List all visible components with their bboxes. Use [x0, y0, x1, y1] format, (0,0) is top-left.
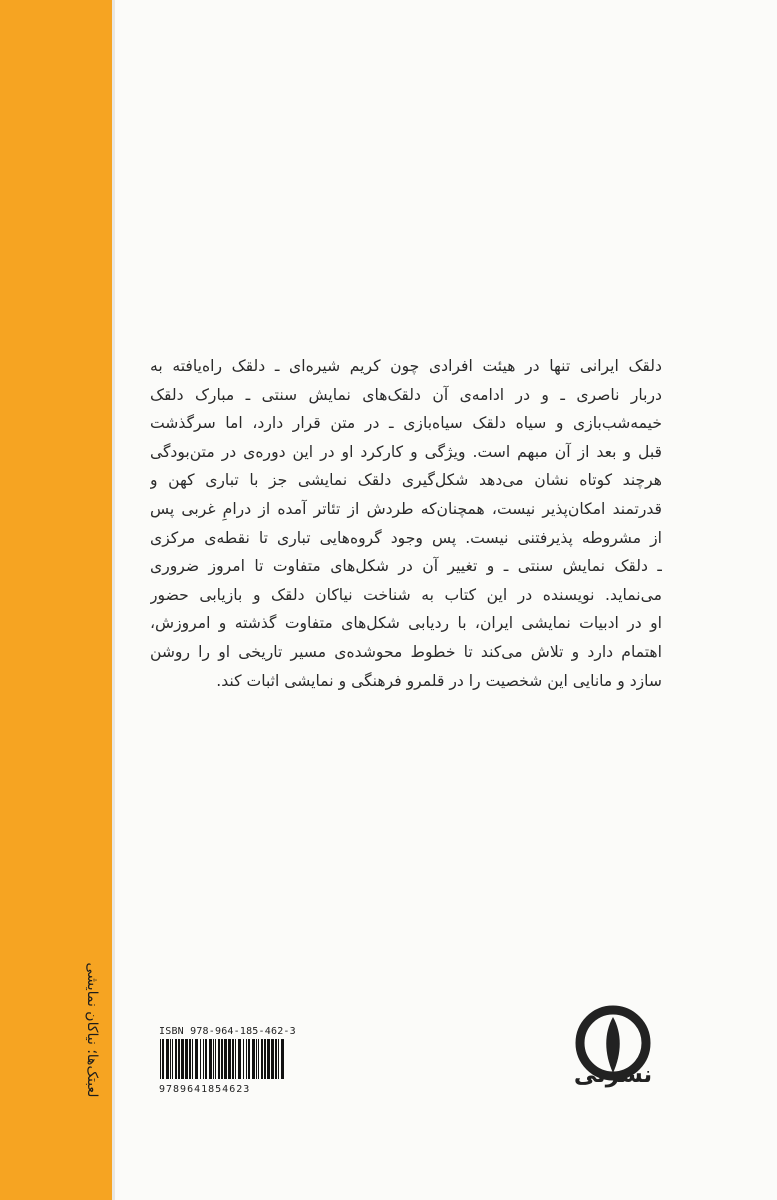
- blurb-line: می‌نماید. نویسنده در این کتاب به شناخت نیاکان دلقک و بازیابی حضور: [150, 585, 662, 604]
- publisher-name: نشرنی: [573, 1062, 653, 1088]
- blurb-line: دربار ناصری ـ و در ادامه‌ی آن دلقک‌های نمایش سنتی ـ مبارک دلقک: [150, 385, 662, 404]
- blurb-line: او در ادبیات نمایشی ایران، با ردیابی شکل‌های متفاوت گذشته و امروزش،: [150, 614, 662, 633]
- blurb-line: دلقک ایرانی تنها در هیئت افرادی چون کریم شیره‌ای ـ دلقک راه‌یافته به: [150, 357, 662, 375]
- isbn-label: ISBN 978-964-185-462-3: [159, 1026, 296, 1037]
- spine-fold: [112, 0, 115, 1200]
- barcode-block: [159, 1026, 296, 1095]
- blurb-line: هرچند کوتاه نشان می‌دهد شکل‌گیری دلقک نمایشی جز با تباری کهن و: [150, 471, 662, 490]
- spine-title: لعبتک‌ها؛ نیاکان نمایشی: [84, 962, 100, 1098]
- ean-digits: 9789641854623: [159, 1084, 251, 1095]
- blurb-line: ـ دلقک نمایش سنتی ـ و تغییر آن در شکل‌های متفاوت تا امروز ضروری: [150, 557, 662, 576]
- blurb-line: قبل و بعد از آن مبهم است. ویژگی و کارکرد او در این دوره‌ی در متن‌بودگی: [150, 442, 662, 461]
- back-cover-blurb: [150, 352, 662, 695]
- barcode-icon: [159, 1039, 285, 1079]
- blurb-line: اهتمام دارد و تلاش می‌کند تا خطوط محوشده‌ی مسیر تاریخی او را روشن: [150, 642, 662, 661]
- blurb-line: خیمه‌شب‌بازی و سیاه دلقک سیاه‌بازی ـ در متن قرار دارد، اما سرگذشت: [150, 414, 662, 433]
- blurb-line: سازد و مانایی این شخصیت را در قلمرو فرهنگی و نمایشی اثبات کند.: [216, 671, 662, 690]
- blurb-line: از مشروطه پذیرفتنی نیست. پس وجود گروه‌هایی تباری تا نقطه‌ی مرکزی: [150, 528, 662, 547]
- blurb-line: قدرتمند امکان‌پذیر نیست، همچنان‌که طردش از تئاتر آمده از درامِ غربی پس: [150, 499, 662, 518]
